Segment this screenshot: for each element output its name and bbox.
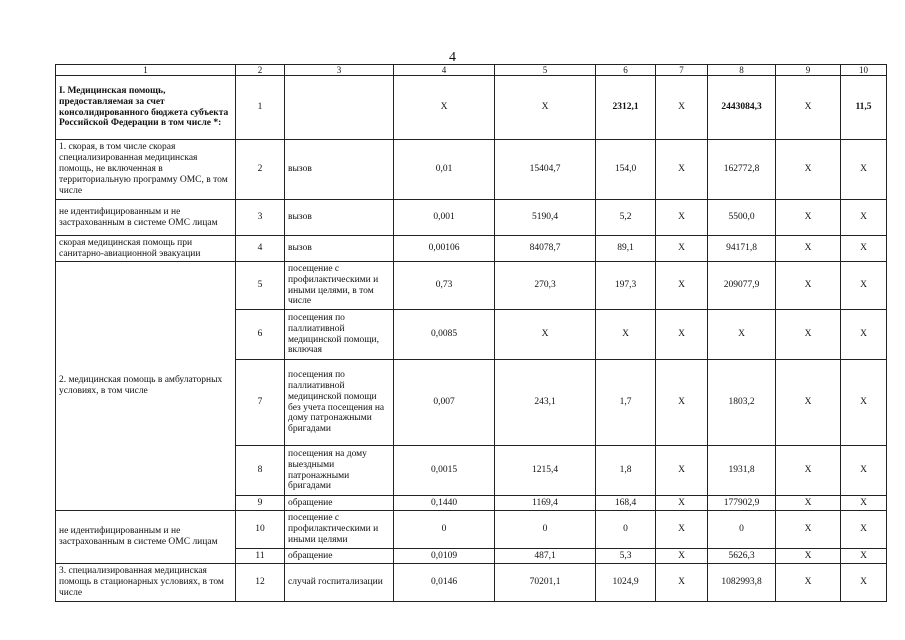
row-label: не идентифицированным и не застрахованным в системе ОМС лицам [56,511,236,564]
row-label: не идентифицированным и не застрахованным в системе ОМС лицам [56,200,236,236]
header-cell: 2 [236,65,285,76]
row-number: 6 [236,310,285,360]
col7-cell: Х [656,236,708,262]
col6-cell: 0 [596,511,656,549]
col8-cell: 162772,8 [708,140,776,200]
table-row [56,200,887,236]
row-label: скорая медицинская помощь при санитарно-авиационной эвакуации [56,236,236,262]
header-cell: 1 [56,65,236,76]
col6-cell: 1024,9 [596,564,656,602]
row-number: 5 [236,262,285,310]
col9-cell: Х [776,549,841,564]
col5-cell: 0 [495,511,596,549]
table-row [56,76,887,140]
col10-cell: 11,5 [841,76,887,140]
page-number: 4 [449,50,456,65]
col7-cell: Х [656,200,708,236]
table-row [56,262,887,310]
col5-cell: Х [495,76,596,140]
unit-cell: обращение [285,496,394,511]
col7-cell: Х [656,76,708,140]
col10-cell: Х [841,446,887,496]
financing-table [55,64,887,602]
col10-cell: Х [841,262,887,310]
col8-cell: Х [708,310,776,360]
col8-cell: 0 [708,511,776,549]
col10-cell: Х [841,360,887,446]
col9-cell: Х [776,446,841,496]
row-number: 2 [236,140,285,200]
col10-cell: Х [841,564,887,602]
col9-cell: Х [776,496,841,511]
unit-cell: вызов [285,236,394,262]
col8-cell: 5500,0 [708,200,776,236]
col4-cell: 0,0146 [394,564,495,602]
col5-cell: 487,1 [495,549,596,564]
unit-cell: вызов [285,140,394,200]
col9-cell: Х [776,564,841,602]
col9-cell: Х [776,511,841,549]
col4-cell: 0,00106 [394,236,495,262]
col10-cell: Х [841,140,887,200]
col8-cell: 1082993,8 [708,564,776,602]
header-row [56,65,887,76]
header-cell: 8 [708,65,776,76]
col7-cell: Х [656,360,708,446]
row-number: 11 [236,549,285,564]
col8-cell: 94171,8 [708,236,776,262]
col8-cell: 5626,3 [708,549,776,564]
col10-cell: Х [841,310,887,360]
row-number: 4 [236,236,285,262]
col8-cell: 1803,2 [708,360,776,446]
header-cell: 7 [656,65,708,76]
row-label: 1. скорая, в том числе скорая специализированная медицинская помощь, не включенная в территориальную программу ОМС, в том числе [56,140,236,200]
col5-cell: 1169,4 [495,496,596,511]
unit-cell: посещения на дому выездными патронажными бригадами [285,446,394,496]
col4-cell: 0,1440 [394,496,495,511]
row-number: 8 [236,446,285,496]
col10-cell: Х [841,549,887,564]
col4-cell: 0,0015 [394,446,495,496]
col7-cell: Х [656,140,708,200]
col7-cell: Х [656,564,708,602]
col4-cell: 0,001 [394,200,495,236]
unit-cell: обращение [285,549,394,564]
col7-cell: Х [656,549,708,564]
table-row [56,511,887,549]
col6-cell: 2312,1 [596,76,656,140]
col10-cell: Х [841,511,887,549]
col4-cell: 0,0109 [394,549,495,564]
col9-cell: Х [776,76,841,140]
unit-cell: посещение с профилактическими и иными целями, в том числе [285,262,394,310]
col5-cell: 15404,7 [495,140,596,200]
header-cell: 5 [495,65,596,76]
col6-cell: 1,8 [596,446,656,496]
col5-cell: 70201,1 [495,564,596,602]
col5-cell: 5190,4 [495,200,596,236]
header-cell: 4 [394,65,495,76]
table-row [56,236,887,262]
col8-cell: 2443084,3 [708,76,776,140]
table-row [56,140,887,200]
col5-cell: 1215,4 [495,446,596,496]
row-number: 10 [236,511,285,549]
col5-cell: Х [495,310,596,360]
col4-cell: 0,007 [394,360,495,446]
col5-cell: 243,1 [495,360,596,446]
col6-cell: 89,1 [596,236,656,262]
col4-cell: Х [394,76,495,140]
col5-cell: 84078,7 [495,236,596,262]
col6-cell: Х [596,310,656,360]
col6-cell: 1,7 [596,360,656,446]
col9-cell: Х [776,262,841,310]
row-label: 2. медицинская помощь в амбулаторных условиях, в том числе [56,262,236,511]
col7-cell: Х [656,496,708,511]
header-cell: 9 [776,65,841,76]
row-label: 3. специализированная медицинская помощь в стационарных условиях, в том числе [56,564,236,602]
col4-cell: 0 [394,511,495,549]
col10-cell: Х [841,200,887,236]
row-number: 7 [236,360,285,446]
unit-cell: посещения по паллиативной медицинской помощи, включая [285,310,394,360]
header-cell: 3 [285,65,394,76]
col7-cell: Х [656,446,708,496]
row-number: 9 [236,496,285,511]
col4-cell: 0,0085 [394,310,495,360]
col8-cell: 177902,9 [708,496,776,511]
col10-cell: Х [841,236,887,262]
header-cell: 6 [596,65,656,76]
col4-cell: 0,01 [394,140,495,200]
col4-cell: 0,73 [394,262,495,310]
unit-cell [285,76,394,140]
header-cell: 10 [841,65,887,76]
col5-cell: 270,3 [495,262,596,310]
row-number: 12 [236,564,285,602]
col7-cell: Х [656,511,708,549]
col7-cell: Х [656,310,708,360]
col9-cell: Х [776,140,841,200]
row-label: I. Медицинская помощь, предоставляемая за счет консолидированного бюджета субъекта Российской Федерации в том числе *: [56,76,236,140]
col10-cell: Х [841,496,887,511]
row-number: 1 [236,76,285,140]
col6-cell: 5,3 [596,549,656,564]
col9-cell: Х [776,236,841,262]
col9-cell: Х [776,360,841,446]
col8-cell: 209077,9 [708,262,776,310]
table-row [56,564,887,602]
col6-cell: 197,3 [596,262,656,310]
unit-cell: посещение с профилактическими и иными целями [285,511,394,549]
col7-cell: Х [656,262,708,310]
col9-cell: Х [776,200,841,236]
col6-cell: 5,2 [596,200,656,236]
row-number: 3 [236,200,285,236]
col9-cell: Х [776,310,841,360]
col6-cell: 154,0 [596,140,656,200]
unit-cell: случай госпитализации [285,564,394,602]
col6-cell: 168,4 [596,496,656,511]
unit-cell: вызов [285,200,394,236]
col8-cell: 1931,8 [708,446,776,496]
unit-cell: посещения по паллиативной медицинской помощи без учета посещения на дому патронажными бригадами [285,360,394,446]
